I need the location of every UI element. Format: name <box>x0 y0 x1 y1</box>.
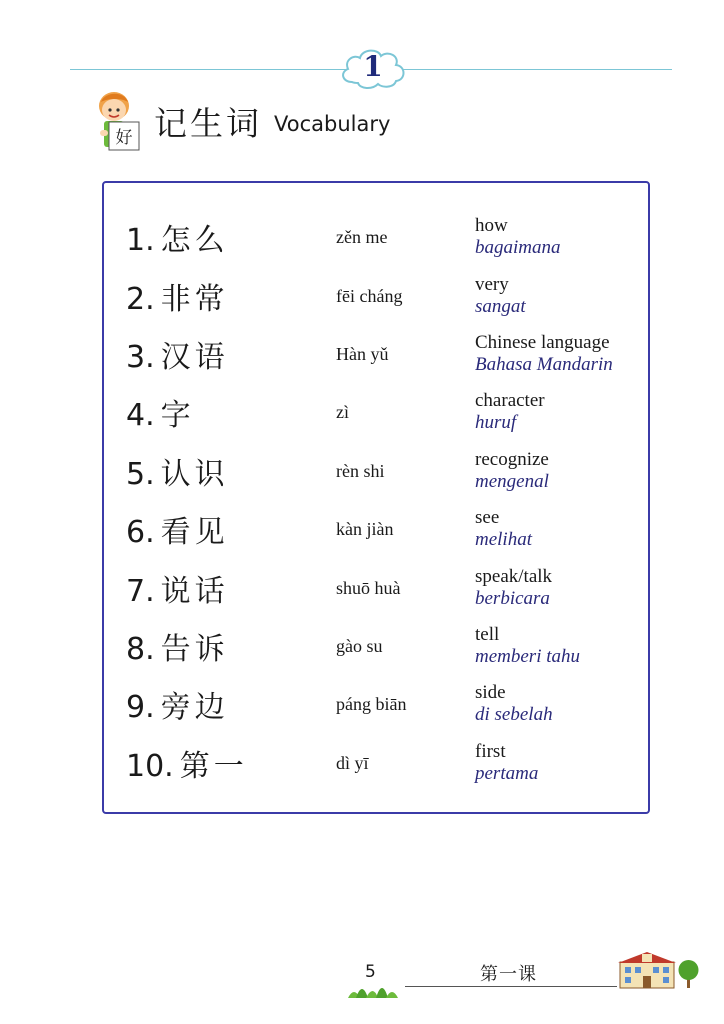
vocab-meaning <box>475 390 545 434</box>
vocab-english: see <box>475 507 500 528</box>
vocab-number: 6. <box>126 515 155 550</box>
vocab-row <box>104 209 648 267</box>
vocabulary-box <box>102 181 650 814</box>
vocab-row <box>104 676 648 734</box>
lesson-label: 第一课 <box>480 964 537 985</box>
lesson-number: 1 <box>363 50 383 83</box>
vocab-term <box>126 624 229 668</box>
vocab-pinyin: Hàn yǔ <box>336 344 389 364</box>
vocab-number: 2. <box>126 282 155 317</box>
vocab-hanzi: 汉语 <box>160 340 229 375</box>
vocab-term <box>126 390 195 434</box>
vocab-english: side <box>475 682 506 703</box>
vocab-row <box>104 560 648 618</box>
vocab-english: how <box>475 215 508 236</box>
vocab-number: 3. <box>126 340 155 375</box>
vocab-row <box>104 384 648 442</box>
vocab-meaning <box>475 332 613 376</box>
vocab-meaning <box>475 624 580 668</box>
lesson-badge <box>338 44 408 92</box>
vocab-pinyin: shuō huà <box>336 578 401 598</box>
vocab-malay: Bahasa Mandarin <box>475 354 613 375</box>
vocab-pinyin: rèn shi <box>336 461 385 481</box>
vocab-hanzi: 第一 <box>179 749 248 784</box>
vocab-hanzi: 怎么 <box>160 223 229 258</box>
vocab-hanzi: 告诉 <box>160 632 229 667</box>
vocab-term <box>126 507 229 551</box>
vocab-malay: berbicara <box>475 588 550 609</box>
vocab-malay: memberi tahu <box>475 646 581 667</box>
vocab-row <box>104 618 648 676</box>
grass-icon <box>346 978 400 1000</box>
vocab-term <box>126 682 229 726</box>
mascot-sign-label: 好 <box>115 128 133 148</box>
vocab-english: recognize <box>475 449 549 470</box>
vocab-english: speak/talk <box>475 566 553 587</box>
vocab-malay: sangat <box>475 296 526 317</box>
footer-rule <box>405 986 617 987</box>
vocab-number: 7. <box>126 574 155 609</box>
vocab-number: 1. <box>126 223 155 258</box>
page-number: 5 <box>365 962 376 982</box>
vocab-number: 4. <box>126 398 155 433</box>
vocab-hanzi: 看见 <box>160 515 229 550</box>
vocab-hanzi: 认识 <box>160 457 229 492</box>
vocab-malay: huruf <box>475 412 517 433</box>
vocab-malay: melihat <box>475 529 532 550</box>
vocab-meaning <box>475 507 532 551</box>
vocab-malay: mengenal <box>475 471 549 492</box>
vocab-term <box>126 274 229 318</box>
page-title-chinese: 记生词 <box>154 104 262 143</box>
vocab-row <box>104 326 648 384</box>
vocab-meaning <box>475 449 549 493</box>
vocab-meaning <box>475 274 526 318</box>
vocab-pinyin: kàn jiàn <box>336 519 394 539</box>
vocab-hanzi: 字 <box>160 398 195 433</box>
vocab-meaning <box>475 682 553 726</box>
vocab-english: tell <box>475 624 500 645</box>
vocab-pinyin: zì <box>336 402 349 422</box>
vocab-row <box>104 443 648 501</box>
vocab-malay: di sebelah <box>475 704 553 725</box>
vocab-term <box>126 332 229 376</box>
vocab-number: 10. <box>126 749 174 784</box>
vocab-pinyin: fēi cháng <box>336 286 403 306</box>
vocab-hanzi: 旁边 <box>160 690 229 725</box>
boy-mascot-icon <box>92 90 144 152</box>
vocab-row <box>104 735 648 793</box>
vocab-malay: bagaimana <box>475 237 561 258</box>
vocab-pinyin: dì yī <box>336 753 369 773</box>
vocab-english: Chinese language <box>475 332 610 353</box>
vocab-number: 9. <box>126 690 155 725</box>
vocab-hanzi: 非常 <box>160 282 229 317</box>
vocab-term <box>126 449 229 493</box>
vocab-pinyin: gào su <box>336 636 383 656</box>
vocab-english: character <box>475 390 545 411</box>
vocab-meaning <box>475 566 552 610</box>
vocab-term <box>126 215 229 259</box>
vocab-row <box>104 501 648 559</box>
vocab-row <box>104 268 648 326</box>
vocab-term <box>126 566 229 610</box>
vocab-meaning <box>475 215 561 259</box>
school-building-icon <box>618 950 700 990</box>
vocab-pinyin: zěn me <box>336 227 388 247</box>
vocab-malay: pertama <box>475 763 539 784</box>
vocab-pinyin: páng biān <box>336 694 407 714</box>
vocab-number: 8. <box>126 632 155 667</box>
vocab-english: very <box>475 274 509 295</box>
vocab-number: 5. <box>126 457 155 492</box>
vocab-hanzi: 说话 <box>160 574 229 609</box>
page-title-english: Vocabulary <box>274 112 391 136</box>
vocab-term <box>126 741 248 785</box>
vocab-meaning <box>475 741 538 785</box>
vocab-english: first <box>475 741 506 762</box>
